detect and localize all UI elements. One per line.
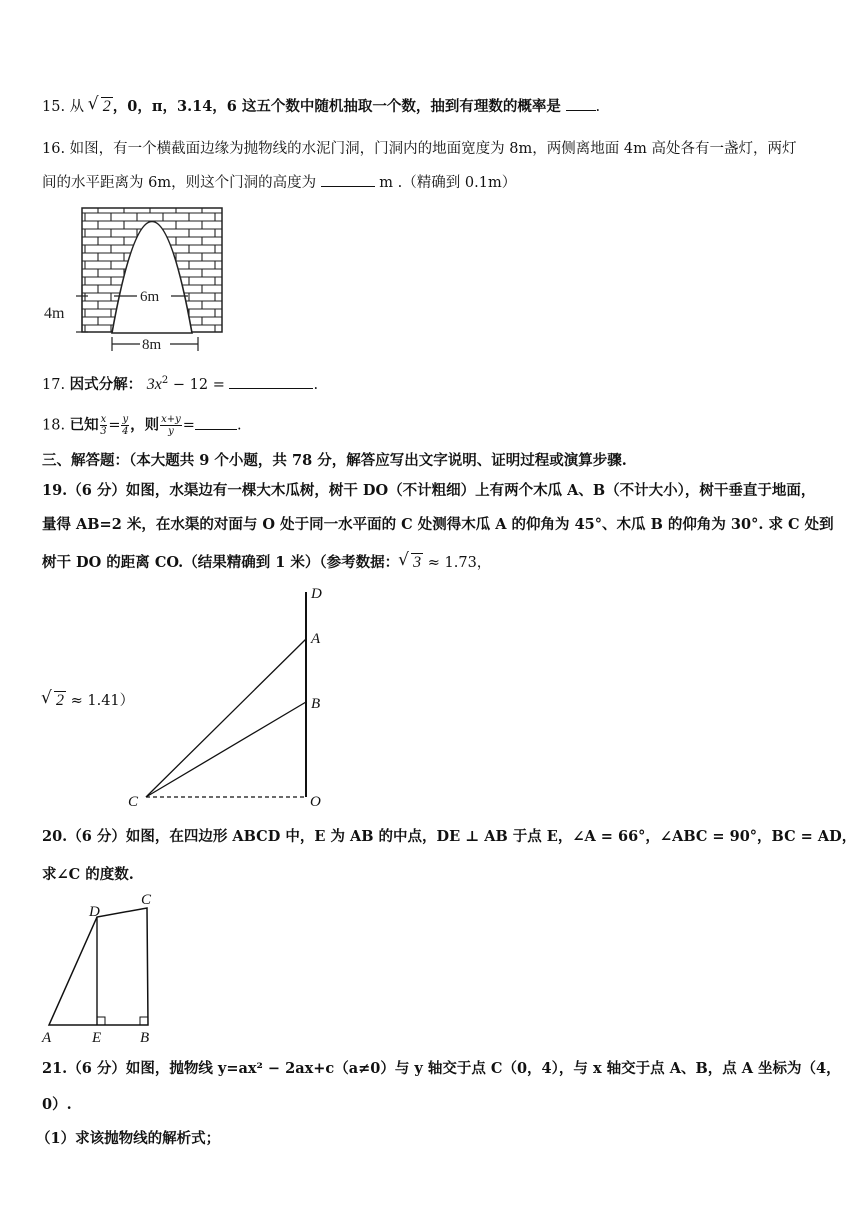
- sqrt-2: √ 2: [89, 96, 113, 118]
- question-19-line-4: √ 2 ≈ 1.41）: [42, 690, 838, 712]
- question-21-sub-1: （1）求该抛物线的解析式；: [36, 1130, 221, 1147]
- question-17: 17. 因式分解： $3x^2 - 12$ = .: [42, 375, 319, 393]
- point-D: D: [311, 586, 322, 602]
- point-C: C: [128, 794, 139, 810]
- answer-blank-15[interactable]: [566, 96, 596, 111]
- answer-blank-17[interactable]: [229, 374, 313, 389]
- answer-blank-18[interactable]: [195, 415, 237, 430]
- question-20-line-1: 20.（6 分）如图，在四边形 ABCD 中，E 为 AB 的中点，DE ⊥ AB 于点 E，∠A = 66°，∠ABC = 90°，BC = AD，: [42, 828, 857, 845]
- question-20-line-2: 求∠C 的度数.: [42, 866, 134, 883]
- question-15: 15. 从 √ 2 ，0，π，3.14，6 这五个数中随机抽取一个数，抽到有理数的概率是 .: [42, 96, 838, 118]
- question-21-line-1: 21.（6 分）如图，抛物线 y=ax² − 2ax+c（a≠0）与 y 轴交于点 C（0，4），与 x 轴交于点 A、B，点 A 坐标为（4，: [42, 1060, 841, 1077]
- tree-figure: [126, 584, 346, 814]
- question-18: 18. 已知 $\frac{x}{3}$ = $\frac{y}{4}$ ，则 $\frac{x+y}{y}$ = .: [42, 414, 242, 437]
- point-B: B: [140, 1030, 150, 1046]
- sqrt-3: √ 3: [399, 552, 423, 574]
- point-B: B: [311, 696, 321, 712]
- sightline-CA: [146, 639, 306, 797]
- point-E: E: [92, 1030, 102, 1046]
- label-6m: 6m: [140, 289, 160, 305]
- point-A: A: [311, 631, 321, 647]
- question-16-line-2: 间的水平距离为 6m，则这个门洞的高度为 m .（精确到 0.1m）: [42, 172, 838, 194]
- question-19-line-1: 19.（6 分）如图，水渠边有一棵大木瓜树，树干 DO（不计粗细）上有两个木瓜 A、B（不计大小），树干垂直于地面，: [42, 482, 816, 499]
- quadrilateral-figure: [40, 890, 170, 1050]
- label-4m: 4m: [44, 305, 65, 322]
- sqrt-2-ref: √ 2: [42, 690, 66, 712]
- quad-ABCD: [49, 908, 148, 1025]
- point-A: A: [42, 1030, 52, 1046]
- point-D: D: [89, 904, 100, 920]
- question-19-line-3: 树干 DO 的距离 CO.（结果精确到 1 米）（参考数据：√ 3 ≈ 1.73，: [42, 552, 838, 574]
- label-8m: 8m: [142, 337, 162, 353]
- question-19-line-2: 量得 AB=2 米，在水渠的对面与 O 处于同一水平面的 C 处测得木瓜 A 的仰角为 45°、木瓜 B 的仰角为 30°. 求 C 处到: [42, 516, 834, 533]
- sightline-CB: [146, 702, 306, 797]
- point-O: O: [310, 794, 321, 810]
- section-3-heading: 三、解答题：（本大题共 9 个小题，共 78 分，解答应写出文字说明、证明过程或演算步骤.: [42, 452, 627, 469]
- answer-blank-16[interactable]: [321, 172, 375, 187]
- question-16-line-1: 16. 如图，有一个横截面边缘为抛物线的水泥门洞，门洞内的地面宽度为 8m，两侧离地面 4m 高处各有一盏灯，两灯: [42, 141, 797, 157]
- point-C: C: [141, 892, 152, 908]
- arch-figure: [42, 205, 232, 355]
- question-21-line-2: 0）.: [42, 1096, 72, 1113]
